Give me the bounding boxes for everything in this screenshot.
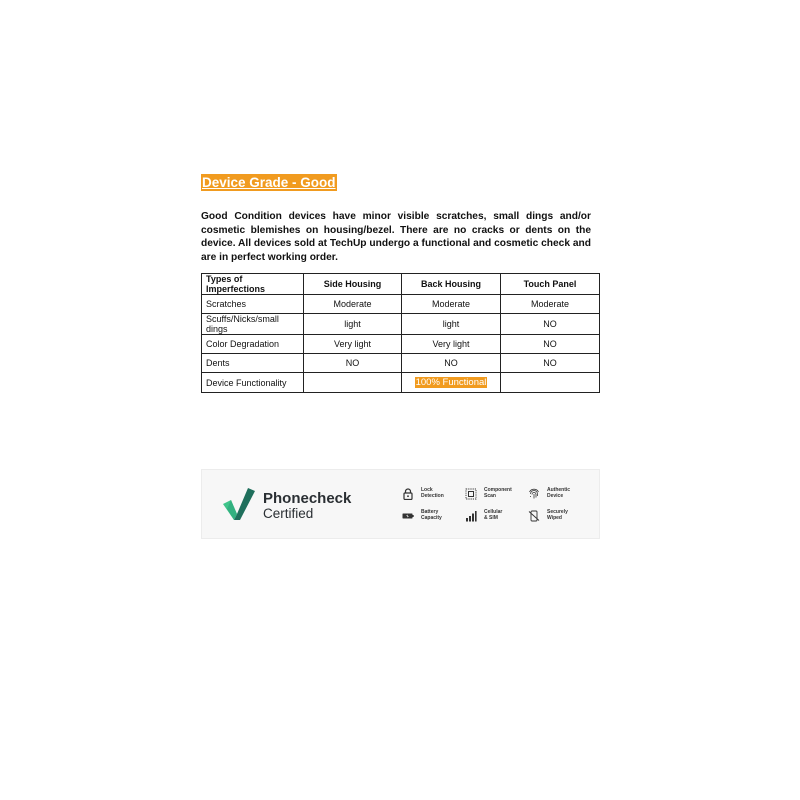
feature-line2: Scan bbox=[484, 493, 496, 499]
feature-authentic-device bbox=[528, 488, 585, 500]
table-row bbox=[202, 314, 600, 335]
touch-panel-value: Moderate bbox=[501, 295, 600, 314]
back-housing-value: light bbox=[402, 314, 501, 335]
lock-icon bbox=[402, 488, 414, 500]
grade-description: Good Condition devices have minor visible scratches, small dings and/or cosmetic blemishes on housing/bezel. There are no cracks or dents on the device. All devices sold at TechUp undergo a functional and cosmetic check and are in perfect working order. bbox=[201, 211, 591, 264]
feature-component-scan bbox=[465, 488, 522, 500]
signal-bars-icon bbox=[465, 510, 477, 522]
phonecheck-certified-label: Certified bbox=[263, 506, 314, 521]
side-housing-value: light bbox=[304, 314, 402, 335]
touch-panel-value: NO bbox=[501, 354, 600, 373]
feature-line1: Lock bbox=[421, 487, 433, 494]
battery-icon bbox=[402, 510, 414, 522]
table-row bbox=[202, 354, 600, 373]
feature-line1: Securely bbox=[547, 509, 568, 516]
feature-line2: Device bbox=[547, 493, 564, 499]
back-housing-value: Very light bbox=[402, 335, 501, 354]
chip-icon bbox=[465, 488, 477, 500]
feature-securely-wiped bbox=[528, 510, 585, 522]
functionality-back bbox=[402, 373, 501, 393]
wiped-phone-icon bbox=[528, 510, 540, 522]
table-row bbox=[202, 335, 600, 354]
functionality-side bbox=[304, 373, 402, 393]
imperfection-type: Color Degradation bbox=[202, 335, 304, 354]
header-imperfections: Types of Imperfections bbox=[202, 274, 304, 295]
feature-lock-detection bbox=[402, 488, 459, 500]
phonecheck-checkmark-logo bbox=[222, 487, 256, 521]
side-housing-value: Very light bbox=[304, 335, 402, 354]
functionality-label: Device Functionality bbox=[202, 373, 304, 393]
touch-panel-value: NO bbox=[501, 335, 600, 354]
feature-battery-capacity bbox=[402, 510, 459, 522]
feature-line2: Wiped bbox=[547, 515, 562, 521]
feature-line1: Component bbox=[484, 487, 512, 494]
phonecheck-name: Phonecheck bbox=[263, 490, 352, 507]
header-side-housing: Side Housing bbox=[304, 274, 402, 295]
phonecheck-certified-banner bbox=[201, 469, 600, 539]
functional-badge: 100% Functional bbox=[415, 377, 487, 388]
feature-cellular-sim bbox=[465, 510, 522, 522]
feature-line2: & SIM bbox=[484, 515, 498, 521]
touch-panel-value: NO bbox=[501, 314, 600, 335]
feature-line1: Battery bbox=[421, 509, 439, 516]
table-row bbox=[202, 295, 600, 314]
feature-line2: Detection bbox=[421, 493, 444, 499]
imperfection-type: Scratches bbox=[202, 295, 304, 314]
side-housing-value: Moderate bbox=[304, 295, 402, 314]
imperfection-type: Dents bbox=[202, 354, 304, 373]
feature-line1: Cellular bbox=[484, 509, 503, 516]
back-housing-value: Moderate bbox=[402, 295, 501, 314]
imperfection-type: Scuffs/Nicks/small dings bbox=[202, 314, 304, 335]
header-touch-panel: Touch Panel bbox=[501, 274, 600, 295]
functionality-touch bbox=[501, 373, 600, 393]
feature-line1: Authentic bbox=[547, 487, 571, 494]
imperfections-table bbox=[201, 273, 600, 393]
header-back-housing: Back Housing bbox=[402, 274, 501, 295]
device-grade-title: Device Grade - Good bbox=[202, 175, 336, 190]
functionality-row bbox=[202, 373, 600, 393]
feature-line2: Capacity bbox=[421, 515, 442, 521]
table-header-row bbox=[202, 274, 600, 295]
back-housing-value: NO bbox=[402, 354, 501, 373]
side-housing-value: NO bbox=[304, 354, 402, 373]
fingerprint-icon bbox=[528, 488, 540, 500]
